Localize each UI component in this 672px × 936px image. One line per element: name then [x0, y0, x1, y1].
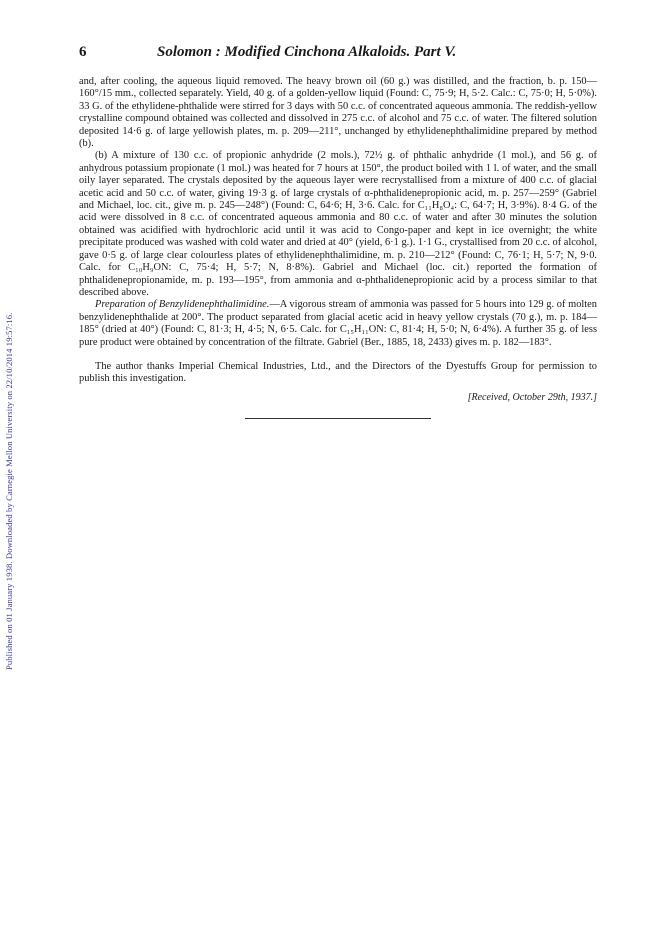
section-heading-benzylidene: Preparation of Benzylidenephthalimidine.	[95, 299, 270, 311]
received-date: [Received, October 29th, 1937.]	[467, 391, 597, 403]
paragraph-method-b: (b) A mixture of 130 c.c. of propionic anhydride (2 mols.), 72½ g. of phthalic anhydride (1 mol.), and 56 g. of anhydrous potassium propionate (1 mol.) was heated for 7 hours at 150°, the product boiled with 1 l. of water, and the small oily layer separated. The crystals deposited by the aqueous layer were recrystallised from a mixture of 400 c.c. of glacial acetic acid and 50 c.c. of water, giving 19·3 g. of large crystals of α-phthalidenepropionic acid, m. p. 257—259° (Gabriel and Michael, loc. cit., give m. p. 245—248°) (Found: C, 64·6; H, 3·6. Calc. for C₁₁H₈O₄: C, 64·7; H, 3·9%). 8·4 G. of the acid were dissolved in 8 c.c. of concentrated aqueous ammonia and 80 c.c. of water and after 30 minutes the solution obtained was acidified with hydrochloric acid until it was acid to Congo-paper and kept in ice overnight; the white precipitate produced was washed with cold water and dried at 40° (yield, 6·1 g.). 1·1 G., crystallised from 20 c.c. of alcohol, gave 0·5 g. of large clear colourless plates of ethylidenephthalimidine, m. p. 210—212° (Found: C, 76·1; H, 5·7; N, 9·0. Calc. for C₁₀H₉ON: C, 75·4; H, 5·7; N, 8·8%). Gabriel and Michael (loc. cit.) reported the formation of phthalidenepropionamide, m. p. 193—195°, from ammonia and α-phthalidenepropionic acid by a process similar to that described above.	[79, 150, 597, 298]
acknowledgement: The author thanks Imperial Chemical Industries, Ltd., and the Directors of the Dyestuffs Group for permission to publish this investigation.	[79, 360, 597, 385]
page-header	[79, 44, 599, 66]
paragraph-benzylidene	[79, 299, 597, 349]
end-rule	[245, 418, 431, 419]
publication-watermark-note: Published on 01 January 1938. Downloaded by Carnegie Mellon University on 22/10/2014 19:57:16.	[4, 312, 14, 670]
running-title: Solomon : Modified Cinchona Alkaloids. Part V.	[157, 44, 457, 60]
article-body	[79, 76, 597, 419]
paragraph-benzylidene-text: —A vigorous stream of ammonia was passed for 5 hours into 129 g. of molten benzylidenephthalide at 200°. The product separated from glacial acetic acid in heavy yellow crystals (70 g.), m. p. 184—185° (dried at 40°) (Found: C, 81·3; H, 4·5; N, 6·5. Calc. for C₁₅H₁₁ON: C, 81·4; H, 5·0; N, 6·4%). A further 35 g. of less pure product were obtained by concentration of the filtrate. Gabriel (Ber., 1885, 18, 2433) gives m. p. 182—183°.	[79, 299, 597, 348]
page-number: 6	[79, 44, 87, 60]
paragraph-continuation: and, after cooling, the aqueous liquid removed. The heavy brown oil (60 g.) was distilled, and the fraction, b. p. 150—160°/15 mm., collected separately. Yield, 40 g. of a golden-yellow liquid (Found: C, 75·9; H, 5·2. Calc.: C, 75·0; H, 5·0%). 33 G. of the ethylidene-phthalide were stirred for 3 days with 50 c.c. of concentrated aqueous ammonia. The reddish-yellow crystalline compound obtained was collected and dissolved in 275 c.c. of alcohol and 75 c.c. of water. The filtered solution deposited 14·6 g. of large yellowish plates, m. p. 209—211°, unchanged by ethylidenephthalimidine prepared by method (b).	[79, 76, 597, 150]
